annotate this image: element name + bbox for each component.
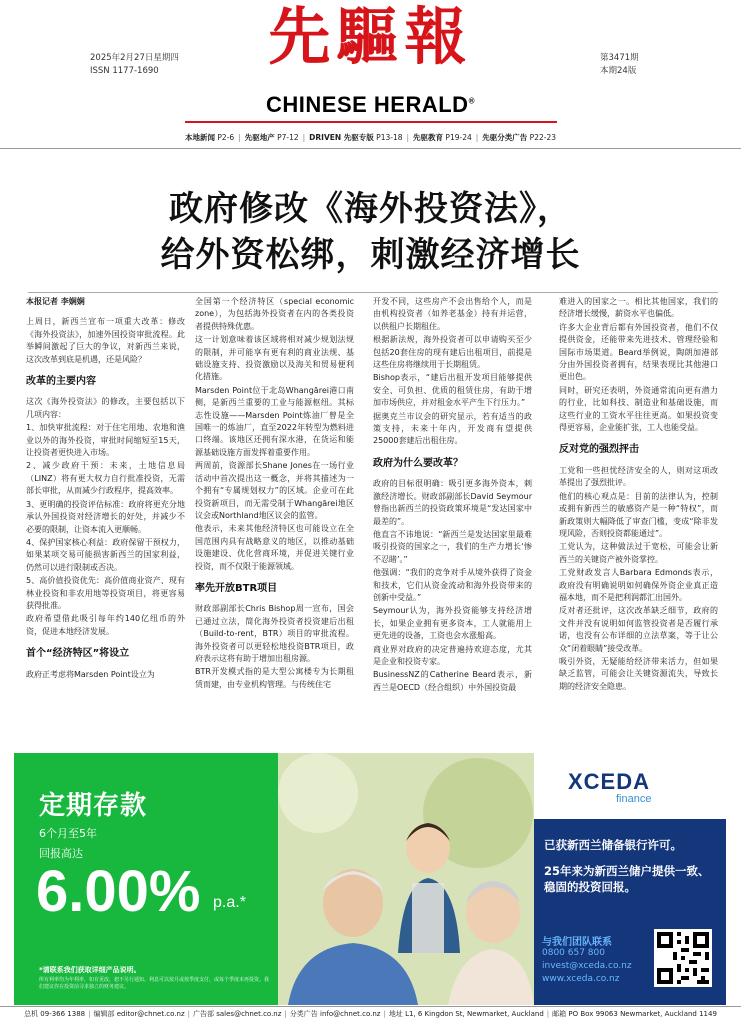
paragraph: 他直言不讳地说：“新西兰是发达国家里最难吸引投资的国家之一，我们的生产力增长‘惨不忍睹’。” [373,529,532,564]
headline-rule [28,292,718,293]
paragraph: 这次《海外投资法》的修改，主要包括以下几项内容： [26,397,185,419]
ad-contact [542,947,632,986]
paragraph: Bishop表示，“建后出租开发项目能够提供安全、可负担、优质的租赁住房，有助于增加市场供应，并对租金水平产生下行压力。” [373,373,532,408]
ad-term: 6个月至5年 [39,827,97,840]
footer-contact-item: 邮箱 PO Box 99063 Newmarket, Auckland 1149 [552,1010,717,1018]
headline-line-1: 政府修改《海外投资法》， [169,189,572,229]
paragraph: 上周日，新西兰宣布一项重大改革：修改《海外投资法》，加速外国投资审批流程。此举瞬间激起了巨大的争议，对新西兰来说，这次改革到底是机遇，还是风险？ [26,317,185,364]
xceda-logo: XCEDA [568,769,651,794]
issue-date: 2025年2月27日星期四 [90,53,179,63]
paragraph: 根据新法规，海外投资者可以申请购买至少包括20套住房的现有建后出租项目，前提是这些住房将继续用于长期租赁。 [373,335,532,370]
page-count: 本期24版 [600,66,637,76]
section-item[interactable] [309,133,402,142]
paragraph: 政府希望借此吸引每年约140亿纽币的外资，促进本地经济发展。 [26,614,185,636]
footer-separator: | [187,1010,191,1018]
byline: 本报记者 李娴娴 [26,297,85,306]
ad-phone[interactable]: 0800 657 800 [542,948,605,958]
article-body [26,296,720,738]
paragraph: 同时，研究还表明，外资通常流向更有潜力的行业，比如科技、制造业和基础设施，而这些行业的工资水平往往更高。如果投资变得更容易，企业能扩张，工人也能受益。 [559,385,718,433]
masthead-rule [185,121,557,123]
ad-website[interactable]: www.xceda.co.nz [542,974,620,984]
paragraph: 全国第一个经济特区（special economic zone），为包括海外投资者在内的各类投资者提供特殊优惠。 [195,297,354,331]
ad-license: 已获新西兰储备银行许可。 [544,838,682,852]
paragraph: 商业界对政府的决定普遍持欢迎态度，尤其是企业和投资专家。 [373,644,532,666]
footer-rule [0,1006,741,1007]
ad-return-label: 回报高达 [39,847,83,860]
section-name: 先驱分类广告 [482,133,528,142]
paragraph: 政府的目标很明确：吸引更多海外资本，刺激经济增长。财政部副部长David Seymour曾指出新西兰的投资政策环境是“发达国家中最差的”。 [373,479,532,526]
section-pages: P22-23 [529,133,556,142]
paragraph: 工党财政发言人Barbara Edmonds表示，政府没有明确说明如何确保外资企业真正造福本地，而不是把利润都汇出国外。 [559,568,718,602]
paragraph: 许多大企业背后都有外国投资者，他们不仅提供资金，还能带来先进技术、管理经验和国际市场渠道。Beard举例说，陶朗加港部分由外国投资者拥有，结果表现比其他港口更出色。 [559,322,718,382]
footer-separator: | [546,1010,550,1018]
subheading: 首个“经济特区”将设立 [26,648,130,660]
paragraph: 工党认为，这种做法过于宽松，可能会让新西兰的关键资产被外资掌控。 [559,542,718,564]
article-column-4 [559,296,718,694]
paragraph: 吸引外资，无疑能给经济带来活力，但如果缺乏监管，可能会让关键资源流失，导致长期的经济安全隐患。 [559,656,718,691]
ad-rate: 6.00% [36,859,201,924]
logo-english [0,92,741,118]
section-separator: | [406,133,410,142]
ad-title: 定期存款 [39,791,148,821]
subheading: 反对党的强烈抨击 [559,444,639,456]
ad-note: *请联系我们获取详细产品说明。 [39,966,141,974]
section-item[interactable] [482,133,556,142]
paragraph: 他强调：“我们的竞争对手从境外获得了资金和技术，它们从资金流动和海外投资带来的创新中受益。” [373,568,532,602]
headline-line-2: 给外资松绑，刺激经济增长 [160,235,581,275]
section-separator: | [475,133,479,142]
paragraph: 据奥克兰市议会的研究显示，若有适当的政策支持，未来十年内，开发商有望提供25000套建后出租住房。 [373,411,532,446]
paragraph: 工党和一些担忧经济安全的人，则对这项改革提出了强烈批评。 [559,465,718,488]
paragraph: 2、减少政府干预：未来，土地信息局（LINZ）将有更大权力自行批准投资，无需部长审批，从而减少行政程序，提高效率。 [26,461,185,496]
section-separator: | [302,133,306,142]
subheading: 率先开放BTR项目 [195,582,278,594]
qr-code-icon[interactable] [654,929,712,987]
footer-contact-item: 分类广告 info@chnet.co.nz [289,1010,381,1018]
section-item[interactable] [185,133,234,142]
article-column-3 [373,296,532,695]
paragraph: Marsden Point位于北岛Whangārei港口南侧，是新西兰重要的工业与能源枢纽。其标志性设施——Marsden Point炼油厂曾是全国唯一的炼油厂，直至2022年转型为燃料进口终端。该地区还拥有深水港，在货运和能源基础设施方面发挥着重要作用。 [195,385,354,457]
footer-contact-item: 地址 L1, 6 Kingdon St, Newmarket, Auckland [388,1010,544,1018]
xceda-finance-label: finance [616,793,652,805]
footer-separator: | [88,1010,91,1018]
section-name: 先驱教育 [413,133,444,142]
registered-mark: ® [468,96,475,106]
section-pages: P19-24 [445,133,472,142]
masthead [0,0,741,125]
section-item[interactable] [413,133,472,142]
paragraph: 反对者还批评，这次改革缺乏细节，政府的文件并没有说明如何监管投资者是否履行承诺，也没有公布详细的立法草案，等于让公众“闭着眼睛”接受改革。 [559,606,718,653]
paragraph: 他们的核心观点是：目前的法律认为，控制或拥有新西兰的敏感资产是一种“特权”，而新政策则大幅降低了审查门槛，变成“除非发现风险，否则投资都能通过”。 [559,491,718,538]
paragraph: BusinessNZ的Catherine Beard表示，新西兰是OECD（经合组织）中外国投资最 [373,670,532,692]
paragraph: Seymour认为，海外投资能够支持经济增长，如果企业拥有更多资本，工人就能用上更先进的设备，工资也会水涨船高。 [373,606,532,641]
footer-contact-item: 编辑部 editor@chnet.co.nz [93,1010,185,1018]
section-pages: P2-6 [217,133,235,142]
section-index [0,132,741,143]
section-item[interactable] [245,133,299,142]
logo-chinese: 先驅報 [268,0,473,73]
section-separator: | [238,133,241,142]
paragraph: 这一计划意味着该区域将相对减少规划法规的限制，并可能享有更有利的商业法规、基础设施支持、投资激励以及海关和贸易便利化措施。 [195,335,354,382]
issue-block [600,52,639,78]
subheading: 改革的主要内容 [26,376,96,388]
ad-fine-print: 所有利率均为年利率，如有更改，恕不另行通知。利息可以按月或按季度支付，或每个季度末再投资。我们建议你在投资前寻求独立的财务建议。 [39,977,270,990]
headline [0,186,741,278]
ad-pa: p.a.* [213,894,246,911]
footer-contact-item: 总机 09-366 1388 [24,1010,86,1018]
footer-contact-item: 广告部 sales@chnet.co.nz [193,1010,282,1018]
section-pages: P13-18 [376,133,403,142]
ad-tagline: 25年来为新西兰储户提供一致、稳固的投资回报。 [544,864,710,894]
article-column-2 [195,296,354,692]
footer-separator: | [284,1010,287,1018]
section-name: 先驱地产 [244,133,275,142]
section-pages: P7-12 [277,133,299,142]
footer-separator: | [383,1010,386,1018]
paragraph: 财政部副部长Chris Bishop周一宣布，国会已通过立法，简化海外投资者投资建后出租（Build-to-rent，BTR）项目的审批流程。海外投资者可以更轻松地投资BTR项目，政府表示这将有助于增加出租房源。 [195,604,354,663]
issue-number: 第3471期 [600,53,639,63]
family-illustration [278,753,534,1005]
paragraph: 政府正考虑将Marsden Point设立为 [26,669,155,679]
footer [0,1009,741,1019]
section-name: 本地新闻 [185,133,215,142]
paragraph: 5、高价值投资优先：高价值商业资产、现有林业投资和非农用地等投资项目，将更容易获得批准。 [26,576,185,610]
family-photo [278,753,534,1005]
paragraph: 1、加快审批流程：对于住宅用地、农地和渔业以外的海外投资，审批时间缩短至15天，让投资者更快进入市场。 [26,423,185,458]
paragraph: BTR开发模式指的是大型公寓楼专为长期租赁而建，由专业机构管理。与传统住宅 [195,667,354,689]
paragraph: 他表示，未来其他经济特区也可能设立在全国范围内具有战略意义的地区，以推动基础设施建设、优化营商环境，并促进关键行业投资，而不仅限于能源领域。 [195,524,354,571]
article-column-1 [26,296,185,682]
section-name: DRIVEN 先驱专版 [309,133,374,142]
paragraph: 3、更明确的投资评估标准：政府将更充分地承认外国投资对经济增长的好处，并减少不必要的限制，让资本流入更顺畅。 [26,499,185,534]
subheading: 政府为什么要改革？ [373,457,463,469]
qr-code-graphic [657,932,709,984]
ad-email[interactable]: invest@xceda.co.nz [542,961,632,971]
section-rule [0,148,741,149]
issn: ISSN 1177-1690 [90,66,159,76]
paragraph: 难进入的国家之一。相比其他国家，我们的经济增长缓慢，薪资水平也偏低。 [559,297,718,319]
paragraph: 4、保护国家核心利益：政府保留干预权力，如果某项交易可能损害新西兰的国家利益，仍然可以进行限制或否决。 [26,537,185,572]
paragraph: 两周前，资源部长Shane Jones在一场行业活动中首次提出这一概念，并将其描述为一个拥有“专属规划权力”的区域。企业可在此投资新项目，而无需受制于Whangārei地区议会或Northland地区议会的监管。 [195,461,354,520]
paragraph: 开发不同，这些房产不会出售给个人，而是由机构投资者（如养老基金）持有并运营，以供租户长期租住。 [373,297,532,331]
logo-english-text: CHINESE HERALD [266,92,469,117]
advertisement[interactable] [14,753,726,1005]
ad-contact-heading: 与我们团队联系 [542,937,612,948]
